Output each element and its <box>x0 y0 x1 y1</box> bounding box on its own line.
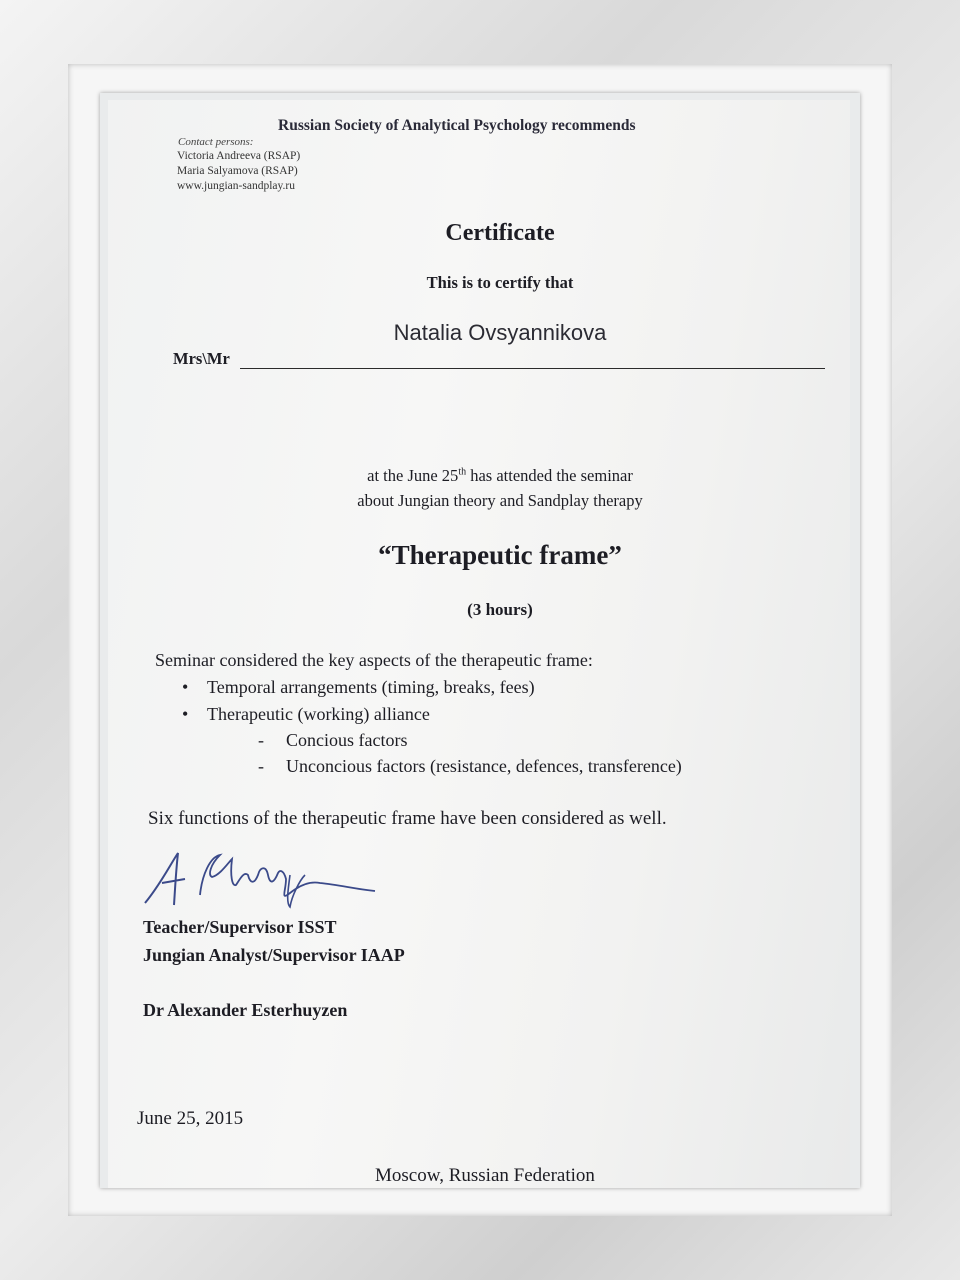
sub-list-item-text: Unconcious factors (resistance, defences, transference) <box>286 756 682 776</box>
recipient-name: Natalia Ovsyannikova <box>393 320 607 345</box>
certificate-title: Certificate <box>445 220 555 246</box>
seminar-intro: Seminar considered the key aspects of the therapeutic frame: <box>155 650 593 670</box>
certify-statement: This is to certify that <box>426 273 574 292</box>
attendance-prefix: at the June 25 <box>367 466 459 485</box>
seminar-subject: about Jungian theory and Sandplay therapy <box>357 491 643 510</box>
certificate-date: June 25, 2015 <box>137 1108 244 1129</box>
contact-person-2: Maria Salyamova (RSAP) <box>177 165 298 177</box>
seminar-title: “Therapeutic frame” <box>378 540 622 570</box>
contact-person-1: Victoria Andreeva (RSAP) <box>177 150 301 162</box>
sub-list-item: - Unconcious factors (resistance, defences, transference) <box>258 756 682 776</box>
signatory-name: Dr Alexander Esterhuyzen <box>143 1000 348 1020</box>
certificate-place: Moscow, Russian Federation <box>375 1165 595 1186</box>
list-item-text: Temporal arrangements (timing, breaks, fees) <box>207 677 535 697</box>
closing-statement: Six functions of the therapeutic frame have been considered as well. <box>148 808 667 829</box>
sub-list-item: - Concious factors <box>258 730 408 750</box>
list-item: • Temporal arrangements (timing, breaks, fees) <box>182 677 535 697</box>
attendance-suffix: has attended the seminar <box>466 466 633 485</box>
signature-image <box>140 845 390 915</box>
contact-website: www.jungian-sandplay.ru <box>177 180 295 192</box>
salutation-label: Mrs\Mr <box>173 349 230 368</box>
attendance-line <box>300 466 700 486</box>
organization-heading: Russian Society of Analytical Psychology recommends <box>278 117 636 134</box>
sub-list-item-text: Concious factors <box>286 730 408 750</box>
certificate-paper <box>108 100 850 1188</box>
list-item: • Therapeutic (working) alliance <box>182 704 430 724</box>
list-item-text: Therapeutic (working) alliance <box>207 704 430 724</box>
signatory-role-2: Jungian Analyst/Supervisor IAAP <box>143 945 405 965</box>
seminar-duration: (3 hours) <box>467 600 533 619</box>
contact-persons-label: Contact persons: <box>178 136 254 148</box>
signatory-role-1: Teacher/Supervisor ISST <box>143 917 337 937</box>
attendance-superscript: th <box>458 466 467 478</box>
name-underline <box>240 368 825 369</box>
